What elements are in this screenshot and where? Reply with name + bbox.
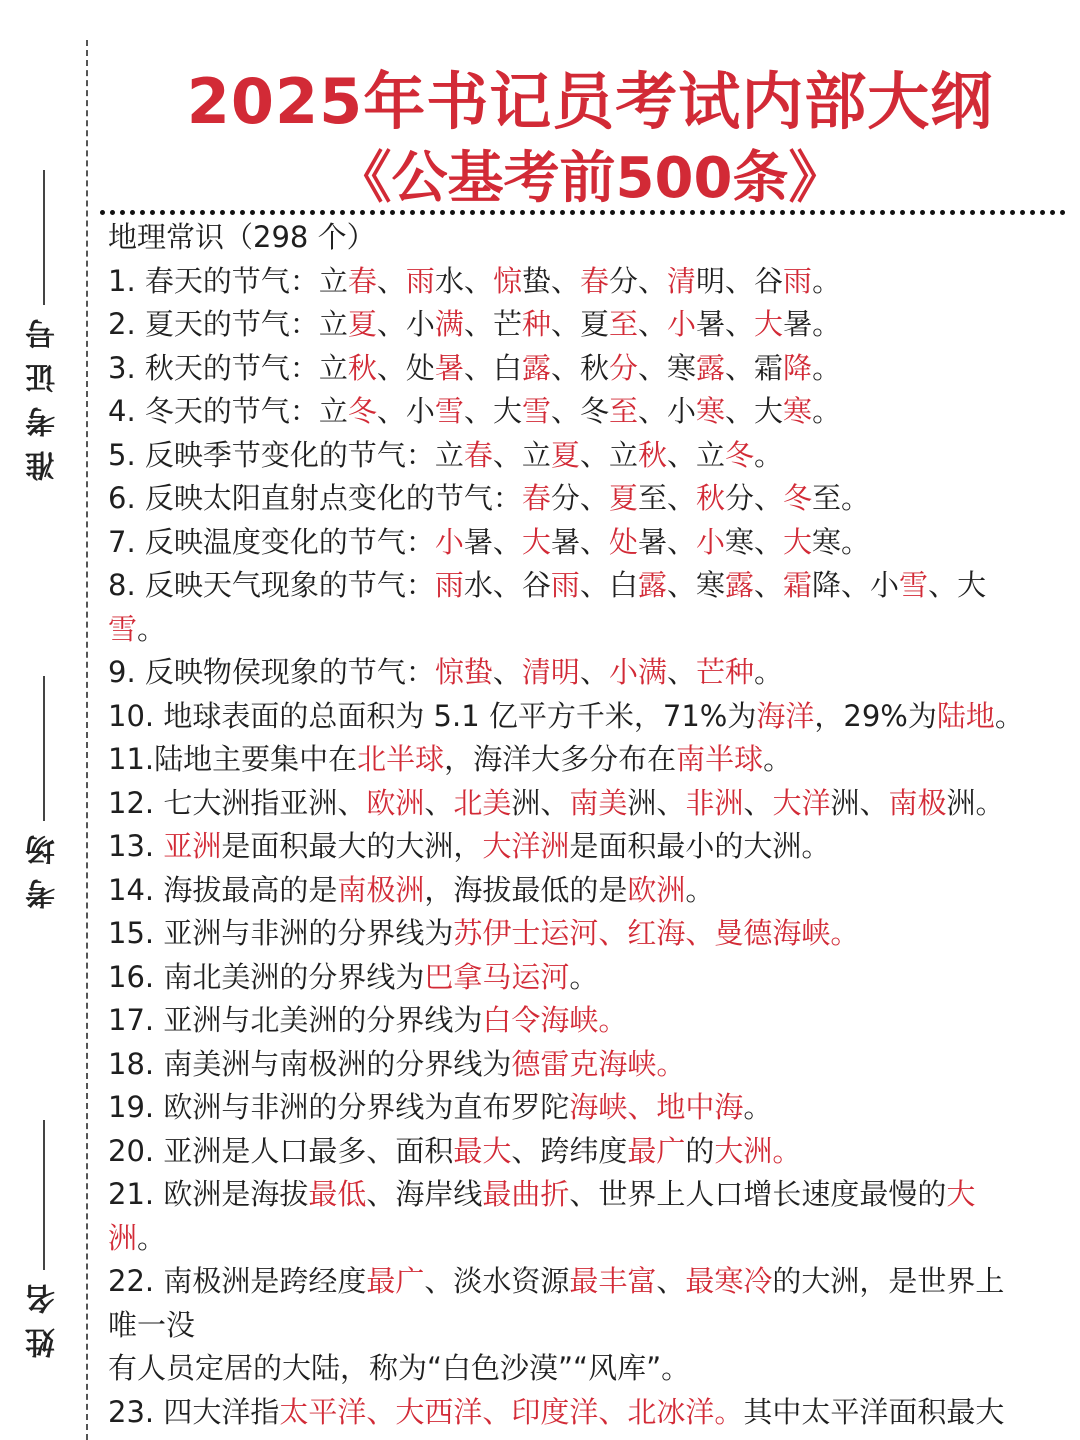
highlight-text: 大 [754,307,784,341]
exam-room-blank-line [43,676,45,821]
highlight-text: 夏 [347,307,377,341]
body-text: 。 [994,698,1024,733]
highlight-text: 至 [608,394,638,428]
highlight-text: 处 [608,524,638,559]
body-text: 、小 [376,394,435,428]
body-text: 23. 四大洋指 [108,1394,280,1429]
content-line [108,1304,1072,1348]
name-field [14,1120,74,1358]
body-text: 洲、 [627,785,686,820]
highlight-text: 暑 [434,350,464,385]
highlight-text: 种 [521,307,551,341]
content-line [108,1391,1072,1435]
body-text: 。 [812,263,842,298]
body-text: 6. 反映太阳直射点变化的节气： [108,481,522,515]
exam-id-field [14,170,74,481]
body-text: 、大 [928,568,987,602]
body-text: 。 [763,742,793,776]
body-text: 洲、 [511,785,570,820]
highlight-text: 秋 [637,437,667,472]
highlight-text: 春 [347,263,377,298]
body-text: 、白 [579,568,638,602]
highlight-text: 洲 [108,1220,138,1255]
body-text: 、大 [725,394,784,428]
highlight-text: 雪 [899,568,929,602]
body-text: 是面积最大的大洲， [221,829,483,863]
body-text: 18. 南美洲与南极洲的分界线为 [108,1046,512,1081]
content-line [108,477,1072,521]
highlight-text: 雨 [434,568,464,602]
name-blank-line [43,1120,45,1270]
body-text: 寒、 [725,524,784,559]
body-text: 、 [424,785,454,820]
highlight-text: 清 [667,263,697,298]
body-text: 9. 反映物侯现象的节气： [108,655,435,689]
body-text: 唯一没 [108,1307,196,1342]
highlight-text: 巴拿马运河 [424,959,570,994]
body-text: 、 [666,655,696,689]
body-text: 。 [812,350,842,385]
body-text: ，29%为 [814,698,937,733]
highlight-text: 惊蛰 [434,655,493,689]
exam-id-blank-line [43,170,45,305]
highlight-text: 满 [434,307,464,341]
highlight-text: 苏伊士运河、红海、曼德海峡。 [453,916,860,950]
highlight-text: 冬 [347,394,377,428]
body-text: 2. 夏天的节气：立 [108,307,348,341]
highlight-text: 露 [724,568,754,602]
content-line [108,521,1072,565]
body-text: 暑、 [696,307,755,341]
body-text: 洲、 [830,785,889,820]
content-line [108,738,1072,782]
body-text: 至。 [812,481,871,515]
body-text: 。 [743,1090,773,1124]
highlight-text: 白令海峡。 [482,1003,628,1037]
content-line [108,1217,1072,1261]
content-line [108,999,1072,1043]
content-line [108,1260,1072,1304]
dotted-divider [100,210,1066,215]
highlight-text: 秋 [347,350,377,385]
page-title: 2025年书记员考试内部大纲 [186,65,994,138]
content-line [108,434,1072,478]
body-text: 。 [137,1220,167,1255]
highlight-text: 北半球 [357,742,445,776]
name-label: 姓名 [26,1270,61,1358]
body-text: 22. 南极洲是跨经度 [108,1264,367,1298]
body-text: 20. 亚洲是人口最多、面积 [108,1133,454,1168]
content-line [108,608,1072,652]
highlight-text: 大洋 [772,785,831,820]
highlight-text: 最寒冷 [685,1264,773,1298]
body-text: 、小 [376,307,435,341]
body-text: 、海岸线 [366,1177,483,1211]
body-text: 、寒 [638,350,697,385]
body-text: 10. 地球表面的总面积为 5.1 亿平方千米，71%为 [108,698,757,733]
highlight-text: 至 [608,307,638,341]
body-text: 、立 [579,437,638,472]
content-line [108,1086,1072,1130]
highlight-text: 雨 [783,263,813,298]
body-text: 、立 [492,437,551,472]
body-text: 的大洲，是世界上 [772,1264,1005,1298]
body-text: 、 [492,655,522,689]
content-line [108,390,1072,434]
body-text: 暑、 [637,524,696,559]
body-text: 水、谷 [463,568,551,602]
body-text: 暑。 [783,307,842,341]
body-text: 5. 反映季节变化的节气：立 [108,437,464,472]
body-text: 、冬 [550,394,609,428]
body-text: 明、谷 [696,263,784,298]
highlight-text: 大 [521,524,551,559]
body-text: 降、小 [812,568,900,602]
body-text: 1. 春天的节气：立 [108,263,348,298]
body-text: 、立 [666,437,725,472]
highlight-text: 芒种 [695,655,754,689]
highlight-text: 大洲。 [714,1133,802,1168]
highlight-text: 最低 [308,1177,367,1211]
highlight-text: 寒 [783,394,813,428]
highlight-text: 春 [521,481,551,515]
body-text: 16. 南北美洲的分界线为 [108,959,425,994]
body-text: 至、 [637,481,696,515]
exam-room-label: 考场 [26,821,61,909]
highlight-text: 最丰富 [569,1264,657,1298]
body-text: 、淡水资源 [424,1264,570,1298]
highlight-text: 南美 [569,785,628,820]
highlight-text: 寒 [696,394,726,428]
body-text: 。 [754,655,784,689]
highlight-text: 最广 [366,1264,425,1298]
highlight-text: 雪 [108,611,138,646]
page-subtitle: 《公基考前500条》 [335,146,845,211]
body-text: 11.陆地主要集中在 [108,742,358,776]
body-text: 14. 海拔最高的是 [108,872,338,907]
exam-room-field [14,676,74,909]
content-line [108,825,1072,869]
body-text: 、 [376,263,406,298]
highlight-text: 雨 [405,263,435,298]
content-line [108,695,1072,739]
content-line [108,956,1072,1000]
highlight-text: 春 [579,263,609,298]
body-text: 3. 秋天的节气：立 [108,350,348,385]
body-text: 12. 七大洲指亚洲、 [108,785,367,820]
margin-dashed-line [86,40,88,1440]
content-line [108,260,1072,304]
highlight-text: 清明 [521,655,580,689]
body-text: 蛰、 [521,263,580,298]
body-text: 洲。 [946,785,1005,820]
content-line [108,1347,1072,1391]
content-line [108,1043,1072,1087]
highlight-text: 分 [608,350,638,385]
highlight-text: 最曲折 [482,1177,570,1211]
body-text: 水、 [434,263,493,298]
highlight-text: 陆地 [936,698,995,733]
highlight-text: 露 [637,568,667,602]
body-text: 、夏 [550,307,609,341]
body-text: 、寒 [666,568,725,602]
body-text: ，海拔最低的是 [424,872,628,907]
body-text: 、 [638,307,668,341]
highlight-text: 雪 [434,394,464,428]
body-text: 、芒 [463,307,522,341]
body-text: 暑、 [463,524,522,559]
body-text: 、白 [463,350,522,385]
body-text: 、小 [638,394,697,428]
body-text: 、 [743,785,773,820]
body-text: 暑、 [550,524,609,559]
highlight-text: 雪 [521,394,551,428]
content-line [108,651,1072,695]
content-line [108,1173,1072,1217]
highlight-text: 降 [783,350,813,385]
highlight-text: 德雷克海峡。 [511,1046,686,1081]
highlight-text: 大 [946,1177,976,1211]
highlight-text: 露 [521,350,551,385]
body-text: 、 [656,1264,686,1298]
body-text: 、大 [463,394,522,428]
highlight-text: 最大 [453,1133,512,1168]
body-text: 4. 冬天的节气：立 [108,394,348,428]
section-title: 地理常识（298 个） [108,220,376,254]
highlight-text: 海峡、地中海 [569,1090,744,1124]
highlight-text: 小 [667,307,697,341]
highlight-text: 冬 [724,437,754,472]
content-line [108,564,1072,608]
highlight-text: 小 [434,524,464,559]
body-text: 、 [579,655,609,689]
highlight-text: 南极洲 [337,872,425,907]
body-text: 。 [569,959,599,994]
highlight-text: 南极 [888,785,947,820]
body-text: 寒。 [812,524,871,559]
highlight-text: 露 [696,350,726,385]
content-line [108,1130,1072,1174]
body-text: 的 [685,1133,715,1168]
highlight-text: 北美 [453,785,512,820]
body-text: 分、 [550,481,609,515]
highlight-text: 太平洋、大西洋、印度洋、北冰洋。 [279,1394,744,1429]
highlight-text: 小 [695,524,725,559]
content-body [108,216,1072,1434]
highlight-text: 秋 [695,481,725,515]
highlight-text: 欧洲 [627,872,686,907]
body-text: 分、 [724,481,783,515]
highlight-text: 冬 [782,481,812,515]
body-text: 17. 亚洲与北美洲的分界线为 [108,1003,483,1037]
body-text: 21. 欧洲是海拔 [108,1177,309,1211]
highlight-text: 最广 [627,1133,686,1168]
content-line [108,782,1072,826]
highlight-text: 亚洲 [163,829,222,863]
body-text: 、处 [376,350,435,385]
highlight-text: 夏 [608,481,638,515]
highlight-text: 南半球 [676,742,764,776]
highlight-text: 霜 [783,568,813,602]
body-text: 、秋 [550,350,609,385]
content-line [108,303,1072,347]
body-text: 。 [812,394,842,428]
body-text: ，海洋大多分布在 [444,742,677,776]
body-text: 8. 反映天气现象的节气： [108,568,435,602]
content-line [108,912,1072,956]
highlight-text: 非洲 [685,785,744,820]
highlight-text: 大 [783,524,813,559]
highlight-text: 春 [463,437,493,472]
body-text: 。 [137,611,167,646]
body-text: 、 [754,568,784,602]
body-text: 13. [108,829,164,863]
body-text: 、霜 [725,350,784,385]
body-text: 。 [685,872,715,907]
highlight-text: 惊 [492,263,522,298]
body-text: 。 [754,437,784,472]
highlight-text: 夏 [550,437,580,472]
highlight-text: 小满 [608,655,667,689]
highlight-text: 大洋洲 [482,829,570,863]
highlight-text: 欧洲 [366,785,425,820]
body-text: 15. 亚洲与非洲的分界线为 [108,916,454,950]
body-text: 其中太平洋面积最大 [743,1394,1005,1429]
content-line [108,869,1072,913]
body-text: 有人员定居的大陆，称为“白色沙漠”“风库”。 [108,1351,691,1385]
body-text: 分、 [609,263,668,298]
body-text: 7. 反映温度变化的节气： [108,524,435,559]
body-text: 19. 欧洲与非洲的分界线为直布罗陀 [108,1090,570,1124]
highlight-text: 雨 [550,568,580,602]
body-text: 、跨纬度 [511,1133,628,1168]
exam-id-label: 准考证号 [26,305,61,481]
body-text: 、世界上人口增长速度最慢的 [569,1177,947,1211]
body-text: 是面积最小的大洲。 [569,829,831,863]
content-line [108,347,1072,391]
highlight-text: 海洋 [756,698,815,733]
